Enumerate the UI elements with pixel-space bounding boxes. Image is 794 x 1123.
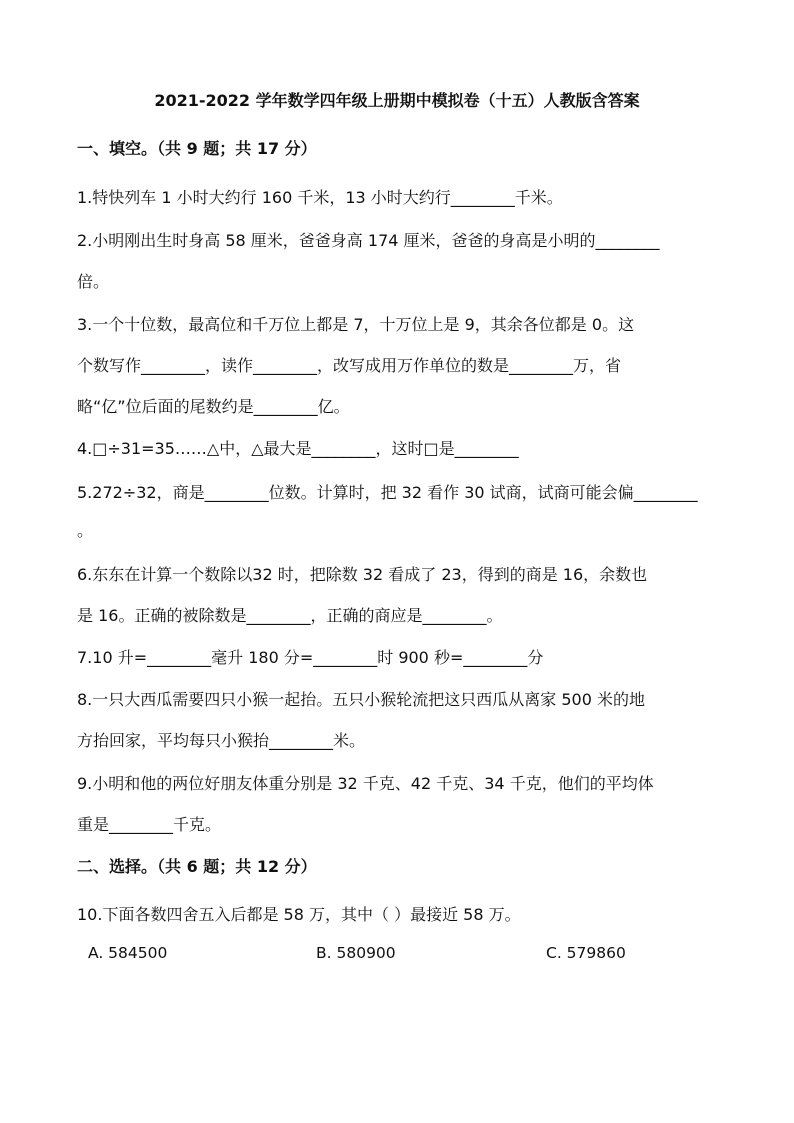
question-9-line-1: 9.小明和他的两位好朋友体重分别是 32 千克、42 千克、34 千克，他们的平均体	[77, 774, 654, 793]
question-4: 4.□÷31=35……△中，△最大是________，这时□是________	[77, 439, 519, 458]
question-3-line-1: 3.一个十位数，最高位和千万位上都是 7，十万位上是 9，其余各位都是 0。这	[77, 315, 635, 334]
question-3-line-2: 个数写作________，读作________，改写成用万作单位的数是________万，省	[77, 356, 622, 375]
page-title: 2021-2022 学年数学四年级上册期中模拟卷（十五）人教版含答案	[154, 91, 640, 110]
question-2-line-2: 倍。	[77, 272, 110, 291]
question-1: 1.特快列车 1 小时大约行 160 千米，13 小时大约行________千米。	[77, 188, 563, 207]
question-6-line-1: 6.东东在计算一个数除以32 时，把除数 32 看成了 23，得到的商是 16，余数也	[77, 565, 648, 584]
question-7: 7.10 升=________毫升 180 分=________时 900 秒=________分	[77, 648, 544, 667]
option-b: B. 580900	[316, 944, 396, 962]
question-8-line-1: 8.一只大西瓜需要四只小猴一起抬。五只小猴轮流把这只西瓜从离家 500 米的地	[77, 690, 645, 709]
question-6-line-2: 是 16。正确的被除数是________，正确的商应是________。	[77, 606, 503, 625]
question-5-line-1: 5.272÷32，商是________位数。计算时，把 32 看作 30 试商，试商可能会偏________	[77, 483, 698, 502]
question-3-line-3: 略“亿”位后面的尾数约是________亿。	[77, 397, 350, 416]
section-heading-fill-blank: 一、填空。（共 9 题；共 17 分）	[77, 139, 317, 158]
question-9-line-2: 重是________千克。	[77, 815, 222, 834]
question-2-line-1: 2.小明刚出生时身高 58 厘米，爸爸身高 174 厘米，爸爸的身高是小明的________	[77, 231, 660, 250]
option-c: C. 579860	[546, 944, 626, 962]
option-a: A. 584500	[88, 944, 168, 962]
question-10: 10.下面各数四舍五入后都是 58 万，其中（ ）最接近 58 万。	[77, 905, 521, 924]
question-5-line-2: 。	[77, 521, 94, 540]
section-heading-choice: 二、选择。（共 6 题；共 12 分）	[77, 857, 317, 876]
question-8-line-2: 方抬回家，平均每只小猴抬________米。	[77, 731, 366, 750]
